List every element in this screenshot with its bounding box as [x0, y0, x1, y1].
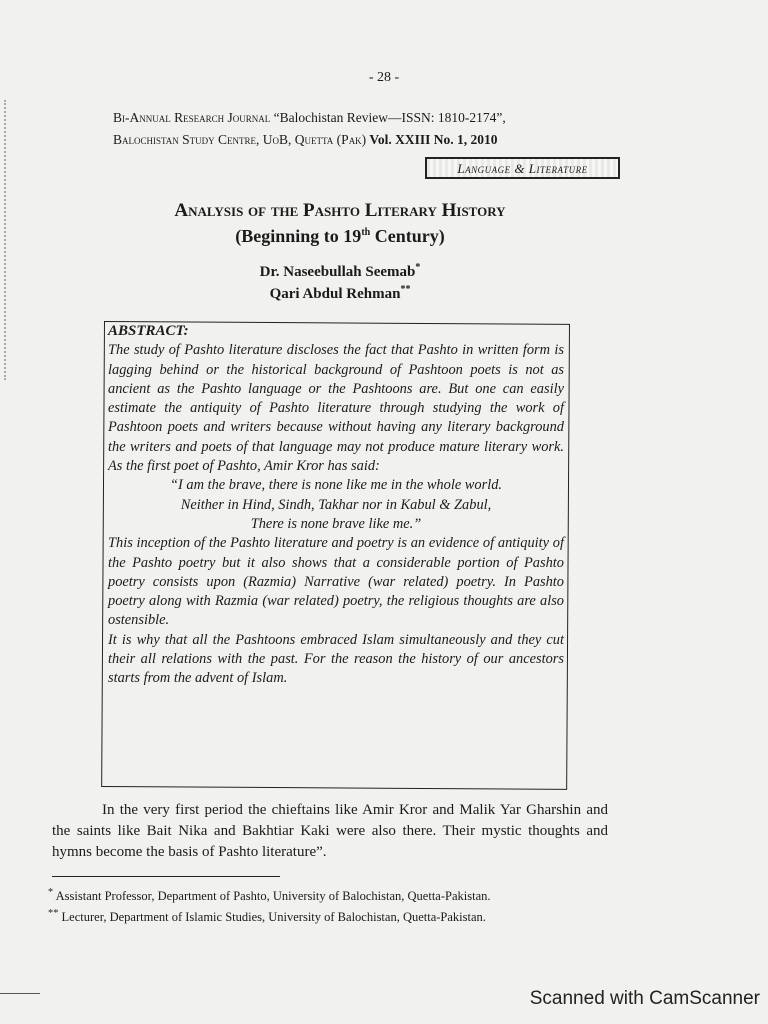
body-paragraph: In the very first period the chieftains like Amir Kror and Malik Yar Gharshin and the saints like Bait Nika and Bakhtiar Kaki were also there. Their mystic thoughts and hymns become the basis of Pashto literature”.	[52, 802, 608, 860]
author-name: Qari Abdul Rehman	[269, 286, 401, 302]
paper-title: Analysis of the Pashto Literary History	[174, 200, 506, 221]
body-text	[52, 800, 608, 863]
subtitle-suffix: Century)	[370, 226, 445, 246]
journal-name: Bi-Annual Research Journal	[113, 110, 271, 125]
scanner-watermark: Scanned with CamScanner	[529, 988, 760, 1009]
author-1	[0, 262, 680, 281]
journal-header-line1	[113, 110, 633, 126]
abstract-quote-line-3: There is none brave like me.”	[250, 515, 422, 532]
author-2	[0, 284, 680, 303]
footnote-mark: **	[48, 908, 59, 920]
footnote-2	[48, 905, 608, 926]
abstract-quote-line-2: Neither in Hind, Sindh, Takhar nor in Kabul & Zabul,	[180, 496, 492, 513]
footnotes	[48, 884, 608, 926]
footnote-rule	[52, 876, 280, 877]
abstract-paragraph-2: This inception of the Pashto literature and poetry is an evidence of antiquity of the Pashto poetry but it also shows that a considerable portion of Pashto poetry consists upon (Razmia) Narrative (war related) poetry. In Pashto poetry along with Razmia (war related) poetry, the religious thoughts are also ostensible.	[108, 535, 564, 629]
abstract-heading: ABSTRACT:	[108, 323, 189, 339]
abstract-paragraph-1: The study of Pashto literature discloses the fact that Pashto in written form is lagging behind or the historical background of Pashtoon poets is not as ancient as the Pashto language or the Pashtoons are. But one can easily estimate the antiquity of Pashto literature through studying the work of Pashtoon poets and writers because without having any literary background the writers and poets of that language may not produce mature literary work. As the first poet of Pashto, Amir Kror has said:	[108, 342, 564, 475]
footnote-1	[48, 884, 608, 905]
footnote-text: Lecturer, Department of Islamic Studies, University of Balochistan, Quetta-Pakistan.	[61, 910, 486, 925]
paper-subtitle	[0, 226, 680, 247]
author-mark: **	[400, 284, 411, 295]
footnote-text: Assistant Professor, Department of Pashto, University of Balochistan, Quetta-Pakistan.	[55, 889, 491, 904]
page-number: - 28 -	[368, 70, 400, 85]
abstract	[108, 322, 564, 689]
footnote-mark: *	[48, 887, 54, 898]
abstract-quote-line-1: “I am the brave, there is none like me in the whole world.	[170, 477, 502, 494]
scan-edge-line	[0, 993, 40, 994]
subtitle-sup: th	[361, 227, 371, 238]
journal-volume: Vol. XXIII No. 1, 2010	[366, 132, 498, 147]
author-mark: *	[415, 262, 421, 273]
author-name: Dr. Naseebullah Seemab	[259, 264, 416, 280]
journal-issn: “Balochistan Review—ISSN: 1810-2174”,	[270, 110, 506, 125]
journal-header-line2	[113, 132, 633, 148]
journal-centre: Balochistan Study Centre, UoB, Quetta (Pak)	[113, 132, 367, 147]
subtitle-prefix: (Beginning to 19	[235, 226, 362, 246]
section-tag: Language & Literature	[425, 157, 620, 179]
abstract-paragraph-3: It is why that all the Pashtoons embraced Islam simultaneously and they cut their all relations with the past. For the reason the history of our ancestors starts from the advent of Islam.	[108, 631, 564, 687]
